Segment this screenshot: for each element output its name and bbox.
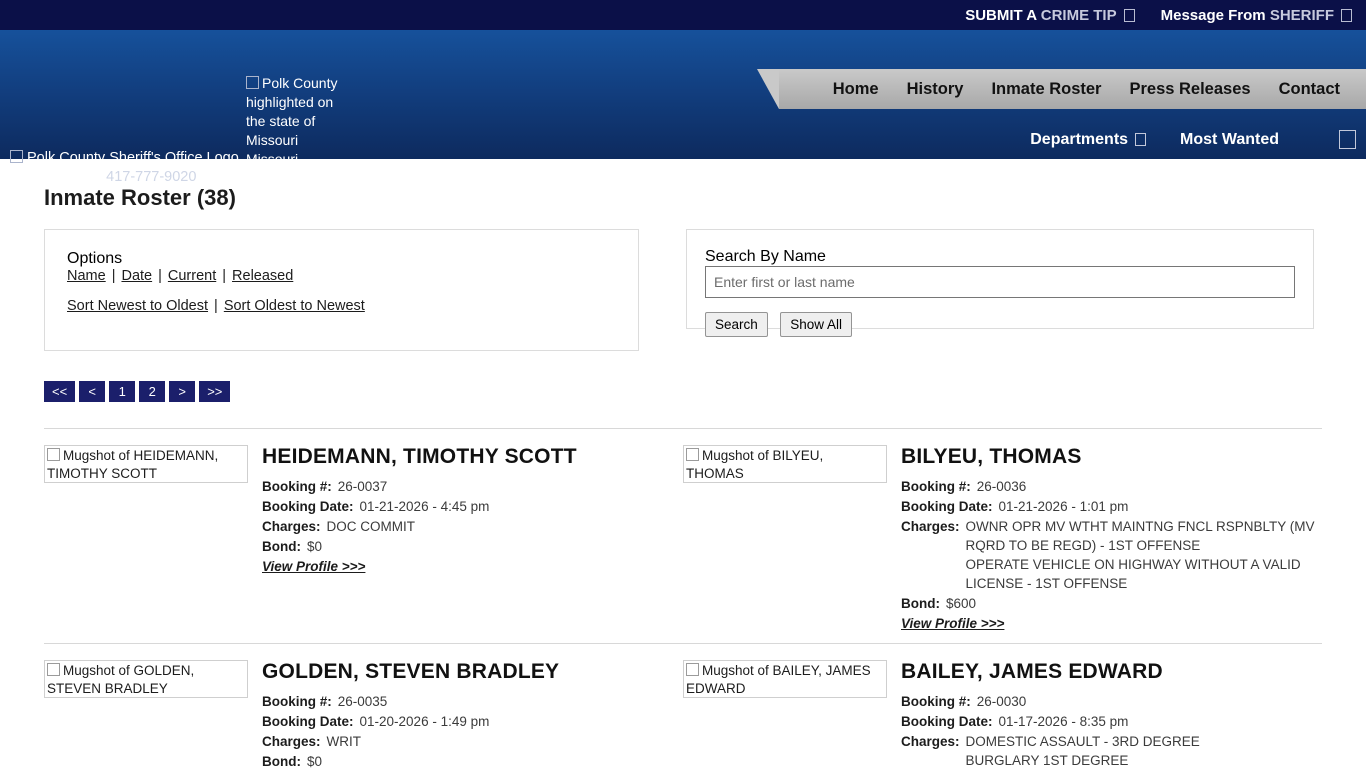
options-separator: | (111, 268, 116, 284)
inmate-mugshot-alt: Mugshot of GOLDEN, STEVEN BRADLEY (47, 663, 195, 696)
bond-label: Bond: (262, 539, 301, 554)
inmate-mugshot-alt: Mugshot of HEIDEMANN, TIMOTHY SCOTT (47, 448, 219, 481)
page-content (0, 185, 1366, 772)
inmate-booking-number (901, 477, 1322, 496)
chevron-down-icon (1135, 133, 1146, 146)
inmate-mugshot (44, 660, 248, 698)
inmate-card (683, 445, 1322, 633)
option-link-current[interactable]: Current (167, 268, 217, 284)
option-link-date[interactable]: Date (121, 268, 153, 284)
pager-page-1[interactable]: 1 (109, 381, 135, 402)
nav-item-contact[interactable]: Contact (1278, 79, 1340, 98)
message-from-sheriff-link[interactable] (1161, 7, 1352, 24)
charge-item: DOC COMMIT (326, 519, 416, 534)
inmate-mugshot-alt: Mugshot of BILYEU, THOMAS (686, 448, 824, 481)
show-all-button[interactable]: Show All (780, 312, 852, 337)
submit-crime-tip-emphasis: CRIME TIP (1040, 6, 1117, 24)
inmate-mugshot (683, 445, 887, 483)
option-link-sort-newest-to-oldest[interactable]: Sort Newest to Oldest (67, 298, 209, 314)
search-legend: Search By Name (705, 248, 826, 265)
options-separator: | (222, 268, 227, 284)
charges-value (327, 517, 416, 536)
inmate-mugshot-alt: Mugshot of BAILEY, JAMES EDWARD (686, 663, 871, 696)
options-separator: | (214, 298, 218, 314)
booking-number-label: Booking #: (262, 694, 332, 709)
booking-number-label: Booking #: (262, 479, 332, 494)
inmate-charges (262, 517, 683, 536)
option-link-released[interactable]: Released (232, 268, 294, 284)
inmate-bond (262, 752, 683, 771)
phone-number: 417-777-9020 (106, 169, 197, 185)
inmate-booking-date (262, 497, 683, 516)
options-legend: Options (67, 250, 123, 267)
charges-label: Charges: (901, 519, 960, 534)
inmate-card (683, 660, 1322, 772)
options-separator: | (158, 268, 162, 284)
nav-item-press-releases[interactable]: Press Releases (1129, 79, 1251, 98)
inmate-charges (262, 732, 683, 751)
state-map-image (246, 74, 342, 169)
broken-image-icon (47, 448, 60, 461)
view-profile-link[interactable]: View Profile >>> (262, 559, 366, 574)
secondary-nav (996, 130, 1356, 149)
inmate-charges (901, 517, 1322, 593)
charges-value (327, 732, 362, 751)
booking-number-value: 26-0035 (337, 694, 388, 709)
charge-item: OWNR OPR MV WTHT MAINTNG FNCL RSPNBLTY (MV RQRD TO BE REGD) - 1ST OFFENSE (965, 519, 1315, 553)
inmate-booking-number (262, 477, 683, 496)
charges-value (966, 732, 1200, 770)
inmate-booking-date (262, 712, 683, 731)
inmate-booking-number (901, 692, 1322, 711)
inmate-booking-number (262, 692, 683, 711)
pager-prev[interactable]: < (79, 381, 105, 402)
charges-label: Charges: (901, 734, 960, 749)
booking-date-label: Booking Date: (262, 499, 354, 514)
inmate-mugshot (44, 445, 248, 483)
search-input[interactable] (705, 266, 1295, 298)
booking-number-value: 26-0036 (976, 479, 1027, 494)
booking-date-value: 01-20-2026 - 1:49 pm (359, 714, 490, 729)
site-logo-alt-text: Polk County Sheriff's Office Logo (27, 150, 239, 166)
options-sort-field-row (67, 268, 616, 284)
inmate-name: BILYEU, THOMAS (901, 445, 1082, 468)
search-icon[interactable] (1339, 130, 1356, 149)
booking-date-value: 01-21-2026 - 1:01 pm (998, 499, 1129, 514)
search-button[interactable]: Search (705, 312, 768, 337)
search-button-row (705, 312, 1295, 337)
pagination (44, 381, 1322, 402)
nav-item-history[interactable]: History (906, 79, 964, 98)
nav-item-inmate-roster[interactable]: Inmate Roster (991, 79, 1102, 98)
bond-label: Bond: (262, 754, 301, 769)
option-link-name[interactable]: Name (67, 268, 106, 284)
booking-date-label: Booking Date: (262, 714, 354, 729)
message-from-sheriff-emphasis: SHERIFF (1269, 6, 1334, 24)
utility-bar (0, 0, 1366, 30)
submit-crime-tip-label: SUBMIT A (965, 6, 1041, 24)
inmate-details (901, 660, 1322, 771)
booking-date-value: 01-17-2026 - 8:35 pm (998, 714, 1129, 729)
booking-number-label: Booking #: (901, 479, 971, 494)
nav-item-departments-label: Departments (1030, 130, 1129, 148)
nav-item-departments[interactable] (1030, 131, 1146, 149)
broken-image-icon (686, 663, 699, 676)
inmate-name: HEIDEMANN, TIMOTHY SCOTT (262, 445, 577, 468)
roster-row (44, 428, 1322, 633)
inmate-name: GOLDEN, STEVEN BRADLEY (262, 660, 560, 683)
options-panel (44, 229, 639, 351)
booking-date-value: 01-21-2026 - 4:45 pm (359, 499, 490, 514)
booking-number-value: 26-0037 (337, 479, 388, 494)
inmate-name: BAILEY, JAMES EDWARD (901, 660, 1163, 683)
booking-number-label: Booking #: (901, 694, 971, 709)
pager-next[interactable]: > (169, 381, 195, 402)
message-from-sheriff-label: Message From (1160, 6, 1270, 24)
external-link-icon (1341, 9, 1352, 22)
charges-label: Charges: (262, 734, 321, 749)
inmate-bond (901, 594, 1322, 613)
search-panel (686, 229, 1314, 332)
bond-value: $0 (306, 754, 323, 769)
broken-image-icon (47, 663, 60, 676)
inmate-charges (901, 732, 1322, 770)
broken-image-icon (246, 76, 259, 89)
charges-value (966, 517, 1322, 593)
bond-value: $0 (306, 539, 323, 554)
nav-item-most-wanted-label: Most Wanted (1180, 130, 1279, 148)
external-link-icon (1124, 9, 1135, 22)
inmate-details (262, 660, 683, 772)
inmate-booking-date (901, 497, 1322, 516)
charge-item: OPERATE VEHICLE ON HIGHWAY WITHOUT A VALID LICENSE - 1ST OFFENSE (965, 557, 1301, 591)
page-title: Inmate Roster (38) (44, 185, 236, 210)
charge-item: DOMESTIC ASSAULT - 3RD DEGREE (965, 734, 1200, 749)
primary-nav (779, 69, 1366, 109)
booking-date-label: Booking Date: (901, 714, 993, 729)
charge-item: WRIT (326, 734, 362, 749)
site-logo[interactable] (10, 150, 239, 166)
broken-image-icon (10, 150, 23, 163)
phone-label: Phone: (52, 169, 102, 185)
phone-block (52, 169, 196, 185)
charges-label: Charges: (262, 519, 321, 534)
booking-number-value: 26-0030 (976, 694, 1027, 709)
nav-item-most-wanted[interactable] (1180, 131, 1279, 149)
filter-panels (44, 229, 1322, 351)
inmate-bond (262, 537, 683, 556)
inmate-details (901, 445, 1322, 633)
inmate-roster-list (44, 428, 1322, 772)
inmate-details (262, 445, 683, 576)
bond-label: Bond: (901, 596, 940, 611)
nav-item-home[interactable]: Home (832, 79, 879, 98)
broken-image-icon (686, 448, 699, 461)
pager-last[interactable]: >> (199, 381, 230, 402)
inmate-card (44, 445, 683, 633)
view-profile-link[interactable]: View Profile >>> (901, 616, 1005, 631)
option-link-sort-oldest-to-newest[interactable]: Sort Oldest to Newest (223, 298, 365, 314)
inmate-card (44, 660, 683, 772)
options-sort-order-row (67, 298, 616, 314)
bond-value: $600 (945, 596, 977, 611)
pager-page-2[interactable]: 2 (139, 381, 165, 402)
pager-first[interactable]: << (44, 381, 75, 402)
inmate-booking-date (901, 712, 1322, 731)
site-header (0, 30, 1366, 185)
roster-row (44, 643, 1322, 772)
state-map-alt-text: Polk County highlighted on the state of Missouri Missouri (246, 75, 338, 167)
inmate-mugshot (683, 660, 887, 698)
booking-date-label: Booking Date: (901, 499, 993, 514)
submit-crime-tip-link[interactable] (965, 7, 1134, 24)
charge-item: BURGLARY 1ST DEGREE (965, 753, 1129, 768)
